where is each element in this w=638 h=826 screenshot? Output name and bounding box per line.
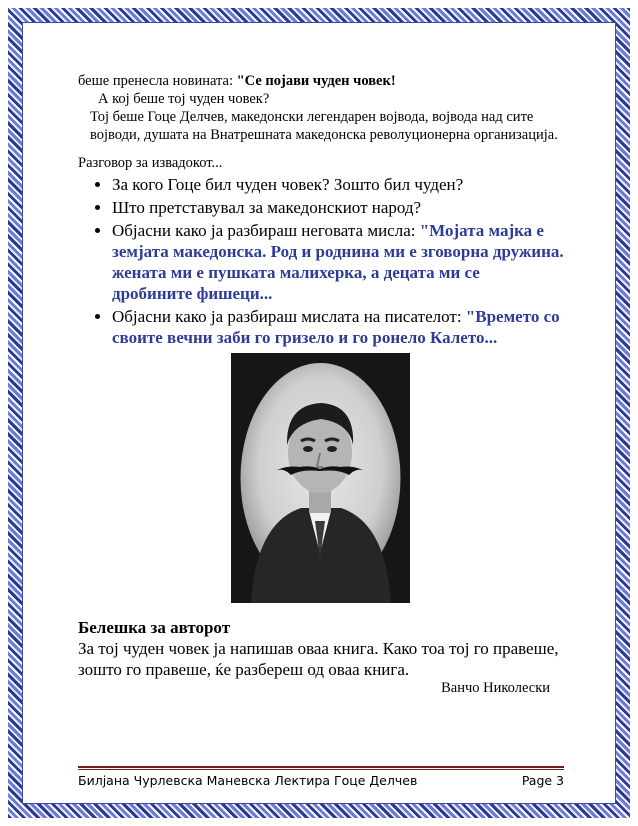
footer-left: Билјана Чурлевска Маневска Лектира Гоце Делчев [78,773,418,788]
discussion-heading: Разговор за извадокот... [78,155,223,171]
question-list [78,174,564,348]
body-line-1-quote: "Се појави чуден човек! [236,73,396,89]
portrait-illustration [231,353,410,603]
body-line-1 [78,72,564,90]
question-1: • За кого Гоце бил чуден човек? Зошто бил чуден? [112,174,564,195]
question-4-prefix: Објасни како ја разбираш мислата на писателот: [112,307,466,326]
author-signature: Ванчо Николески [441,680,550,696]
page-number: Page 3 [521,773,564,788]
spacer [78,144,564,154]
question-3-quote: "Мојата мајка е земјата македонска. Род и роднина ми е зговорна дружина. жената ми е пушката малихерка, а децата ми се дробините фишеци... [112,221,564,303]
page-footer [78,773,564,788]
author-heading: Белешка за авторот [78,618,231,637]
author-text: За тој чуден човек ја напишав оваа книга. Како тоа тој го правеше, зошто го правеше, ќе разбереш од оваа книга. [78,639,559,679]
question-4 [112,306,564,348]
body-line-1-prefix: беше пренесла новината: [78,73,237,89]
portrait-eye-right [327,446,337,452]
footer-rule [78,766,564,768]
question-3 [112,220,564,304]
portrait-photo [231,353,410,603]
footer-rule-thin [78,769,564,770]
body-line-3: Тој беше Гоце Делчев, македонски легендарен војвода, војвода над сите војводи, душата на Внатрешната македонска револуционерна организација. [90,109,558,143]
question-2: • Што претставувал за македонскиот народ? [112,197,564,218]
question-4-quote: "Времето со своите вечни заби го гризело и го ронело Калето... [112,307,560,347]
question-3-prefix: Објасни како ја разбираш неговата мисла: [112,221,420,240]
main-content [78,72,564,350]
portrait-eye-left [303,446,313,452]
body-line-2: А кој беше тој чуден човек? [98,91,270,107]
